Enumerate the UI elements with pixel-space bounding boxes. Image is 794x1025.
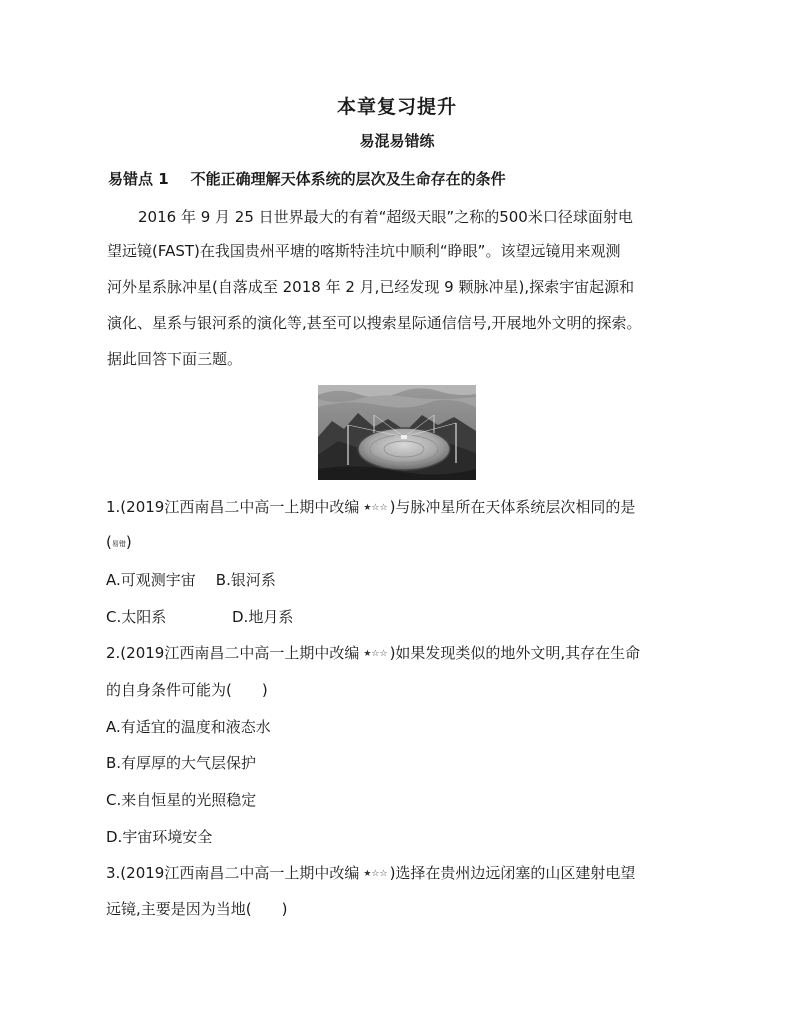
question-2-option-c: C.来自恒星的光照稳定 [106, 791, 257, 809]
passage-line-4: 演化、星系与银河系的演化等,甚至可以搜索星际通信信号,开展地外文明的探索。 [107, 314, 642, 332]
question-1-option-a: A.可观测宇宙 [106, 571, 196, 589]
passage-line-5: 据此回答下面三题。 [107, 350, 243, 368]
question-3-prefix: 3.(2019江西南昌二中高一上期中改编 [106, 864, 360, 882]
passage-line-3: 河外星系脉冲星(自落成至 2018 年 2 月,已经发现 9 颗脉冲星),探索宇宙起源和 [107, 278, 635, 296]
difficulty-stars-icon: ★☆☆ [363, 649, 388, 659]
question-2-option-a: A.有适宜的温度和液态水 [106, 718, 271, 736]
question-1-option-d: D.地月系 [232, 608, 294, 626]
difficulty-stars-icon: ★☆☆ [363, 869, 388, 879]
question-2-line-1 [106, 643, 640, 664]
question-3-suffix: )选择在贵州边远闭塞的山区建射电望 [389, 864, 636, 882]
question-1-paren-open: ( [106, 533, 112, 551]
question-2-suffix: )如果发现类似的地外文明,其存在生命 [389, 644, 641, 662]
section-text: 不能正确理解天体系统的层次及生命存在的条件 [190, 170, 506, 188]
question-1-line-1 [106, 497, 635, 518]
page-subtitle: 易混易错练 [359, 132, 435, 150]
section-heading [108, 168, 506, 189]
question-3-line-2: 远镜,主要是因为当地( ) [106, 900, 288, 918]
question-1-prefix: 1.(2019江西南昌二中高一上期中改编 [106, 498, 360, 516]
question-1-suffix: )与脉冲星所在天体系统层次相同的是 [389, 498, 636, 516]
question-1-line-2 [106, 532, 132, 554]
question-3-line-1 [106, 863, 635, 884]
question-1-option-b: B.银河系 [215, 571, 276, 589]
question-2-option-b: B.有厚厚的大气层保护 [106, 754, 257, 772]
question-1-paren-close: ) [125, 533, 132, 551]
difficulty-stars-icon: ★☆☆ [363, 503, 388, 513]
passage-line-1: 2016 年 9 月 25 日世界最大的有着“超级天眼”之称的500米口径球面射电 [138, 208, 633, 226]
fast-telescope-photo [318, 385, 476, 480]
error-prone-mark: 易错 [111, 540, 126, 548]
page-title: 本章复习提升 [336, 96, 457, 118]
fast-telescope-illustration [318, 385, 476, 480]
question-1-options-row-1 [106, 570, 276, 590]
section-label: 易错点 1 [108, 170, 169, 188]
question-1-option-c: C.太阳系 [106, 608, 167, 626]
question-2-prefix: 2.(2019江西南昌二中高一上期中改编 [106, 644, 360, 662]
question-2-option-d: D.宇宙环境安全 [106, 828, 213, 846]
question-2-line-2: 的自身条件可能为( ) [106, 681, 268, 699]
passage-line-2: 望远镜(FAST)在我国贵州平塘的喀斯特洼坑中顺利“睁眼”。该望远镜用来观测 [107, 242, 621, 260]
question-1-options-row-2 [106, 607, 293, 627]
